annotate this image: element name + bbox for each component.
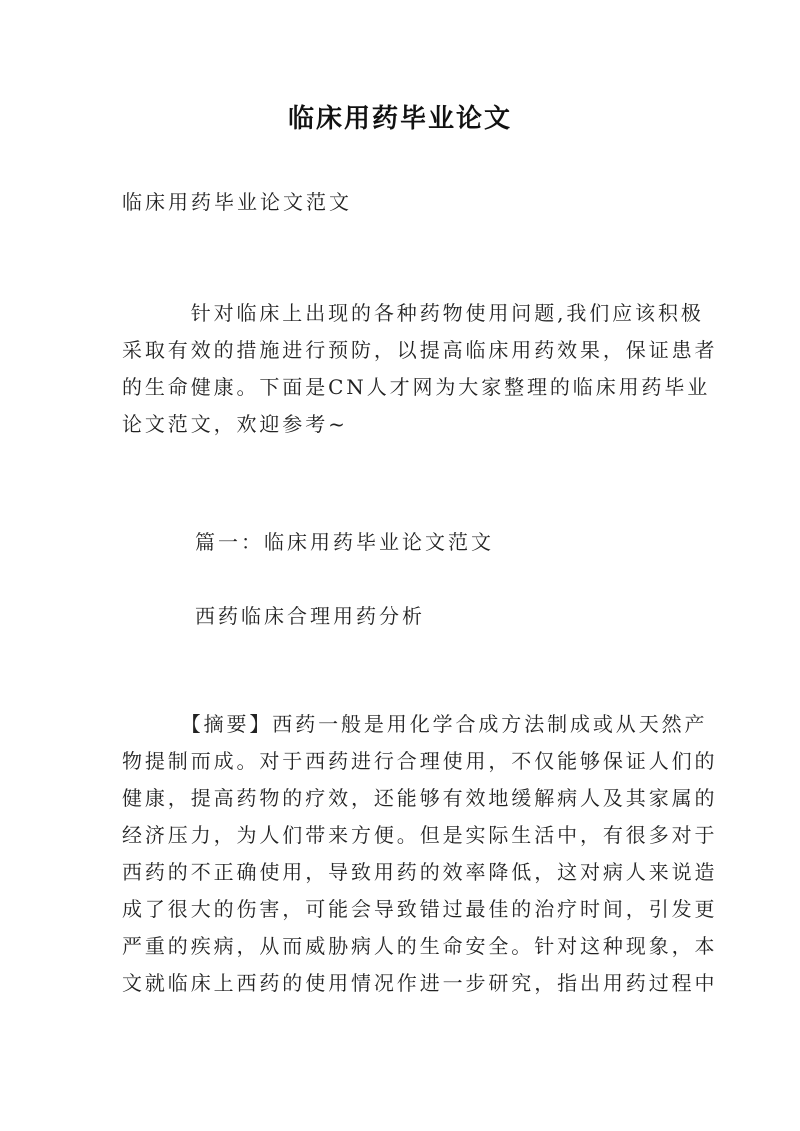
abstract-line: 物提制而成。对于西药进行合理使用，不仅能够保证人们的 [122,749,718,773]
abstract-line: 西药的不正确使用，导致用药的效率降低，这对病人来说造 [122,860,718,884]
abstract-line: 严重的疾病，从而威胁病人的生命安全。针对这种现象，本 [122,934,718,958]
intro-line: 论文范文，欢迎参考~ [122,412,348,436]
abstract-line: 【摘要】西药一般是用化学合成方法制成或从天然产 [122,712,708,736]
intro-line: 采取有效的措施进行预防，以提高临床用药效果，保证患者 [122,338,718,362]
intro-line: 的生命健康。下面是CN人才网为大家整理的临床用药毕业 [122,375,711,399]
abstract-line: 成了很大的伤害，可能会导致错过最佳的治疗时间，引发更 [122,897,718,921]
abstract-line: 健康，提高药物的疗效，还能够有效地缓解病人及其家属的 [122,786,718,810]
abstract-line: 文就临床上西药的使用情况作进一步研究，指出用药过程中 [122,971,718,995]
section-heading: 篇一：临床用药毕业论文范文 [195,530,494,554]
intro-line: 针对临床上出现的各种药物使用问题,我们应该积极 [122,301,704,325]
document-title: 临床用药毕业论文 [287,104,512,134]
paper-title: 西药临床合理用药分析 [195,604,425,628]
abstract-line: 经济压力，为人们带来方便。但是实际生活中，有很多对于 [122,823,718,847]
document-subtitle: 临床用药毕业论文范文 [122,190,352,214]
